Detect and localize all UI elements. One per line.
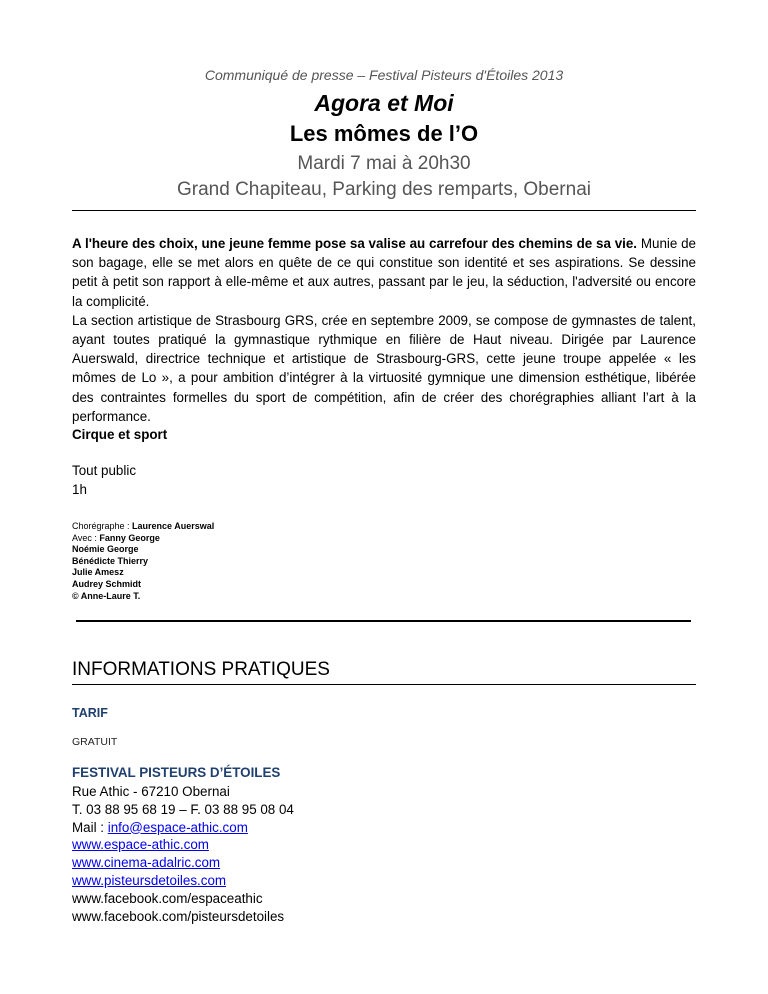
description-paragraph-2: La section artistique de Strasbourg GRS, crée en septembre 2009, se compose de gymnastes de talent, ayant toutes pratiqué la gymnastique rythmique en filière de Haut niveau. Dirigée par Laurence Auerswald, directrice technique et artistique de Strasbourg-GRS, cette jeune troupe appelée « les mômes de Lo », a pour ambition d’intégrer à la virtuosité gymnique une dimension esthétique, libérée des contraintes formelles du sport de compétition, afin de créer des chorégraphies alliant l’art à la performance.: [72, 312, 696, 424]
festival-address: Rue Athic - 67210 Obernai: [72, 784, 230, 799]
choreographer-line: [72, 521, 214, 533]
choreographer-label: Chorégraphe :: [72, 521, 133, 531]
avec-label: Avec :: [72, 532, 100, 543]
website-link-cinema-adalric[interactable]: www.cinema-adalric.com: [72, 855, 221, 871]
header-divider: [72, 210, 696, 211]
website-link-espace-athic[interactable]: www.espace-athic.com: [72, 837, 209, 853]
performer-line: [72, 567, 214, 579]
section-divider: [76, 620, 691, 622]
contact-block: [72, 783, 294, 925]
tarif-value: GRATUIT: [72, 736, 118, 748]
description-lead-rest: Munie de son bagage, elle se met alors en quête de ce qui constitue son identité et ses aspirations. Se dessine petit à petit son rapport à elle-même et aux autres, passant par le jeu, la séduction, l'adversité ou encore la complicité.: [72, 236, 697, 309]
description-lead: A l'heure des choix, une jeune femme pose sa valise au carrefour des chemins de sa vie.: [72, 236, 638, 251]
facebook-espaceathic: www.facebook.com/espaceathic: [72, 890, 263, 906]
show-title: Agora et Moi: [314, 90, 454, 116]
press-release-kicker: Communiqué de presse – Festival Pisteurs d'Étoiles 2013: [204, 67, 564, 83]
performer-line: [72, 533, 214, 545]
performer-name: Bénédicte Thierry: [72, 555, 149, 566]
performer-name: Fanny George: [99, 532, 160, 543]
performer-name: Audrey Schmidt: [72, 578, 142, 589]
performer-line: [72, 544, 214, 556]
show-genre: Cirque et sport: [72, 427, 168, 442]
credits-block: [72, 521, 214, 602]
show-description: [72, 234, 696, 426]
tarif-label: TARIF: [72, 706, 108, 720]
facebook-pisteursdetoiles: www.facebook.com/pisteursdetoiles: [72, 908, 285, 924]
festival-name: FESTIVAL PISTEURS D’ÉTOILES: [72, 765, 281, 780]
performer-line: [72, 556, 214, 568]
practical-info-divider: [72, 684, 696, 685]
mail-label: Mail :: [72, 819, 108, 835]
practical-info-heading: INFORMATIONS PRATIQUES: [72, 659, 330, 680]
festival-phone: T. 03 88 95 68 19 – F. 03 88 95 08 04: [72, 801, 294, 817]
performer-name: Julie Amesz: [72, 567, 124, 578]
company-title: Les mômes de l’O: [289, 121, 479, 146]
performer-line: [72, 579, 214, 591]
email-link[interactable]: info@espace-athic.com: [107, 819, 248, 835]
show-venue: Grand Chapiteau, Parking des remparts, Obernai: [177, 179, 591, 200]
audience-info: [72, 461, 136, 499]
mail-line: [72, 819, 294, 837]
description-paragraph-1: [72, 234, 696, 311]
photo-credit: © Anne-Laure T.: [72, 590, 141, 601]
show-duration: 1h: [72, 482, 87, 497]
show-date: Mardi 7 mai à 20h30: [297, 153, 471, 174]
choreographer-name: Laurence Auerswal: [132, 521, 215, 531]
website-link-pisteurs[interactable]: www.pisteursdetoiles.com: [72, 872, 227, 888]
performer-name: Noémie George: [72, 544, 139, 555]
audience-public: Tout public: [72, 463, 137, 478]
